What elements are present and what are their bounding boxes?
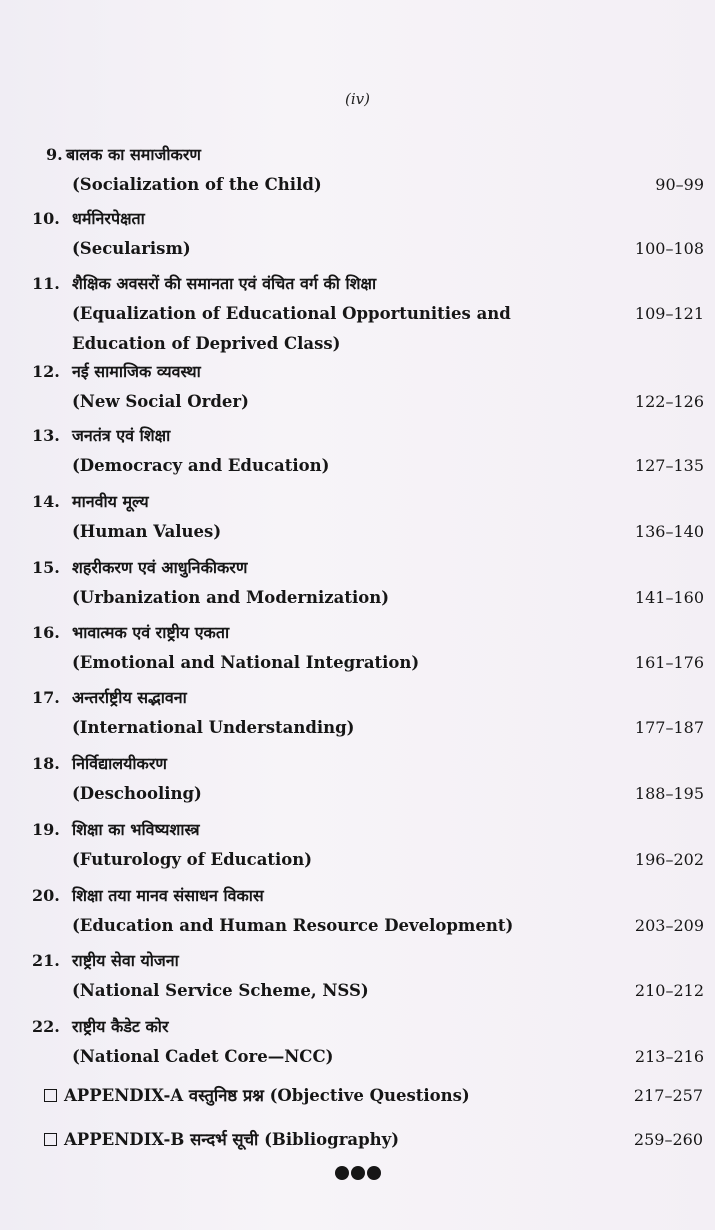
chapter-english-title: (Urbanization and Modernization) [72,588,390,607]
chapter-english-title: (New Social Order) [72,392,249,411]
chapter-number: 9. [46,145,63,164]
toc-entry [32,204,712,264]
chapter-hindi-title: मानवीय मूल्य [72,492,149,511]
toc-entry [32,140,712,200]
appendix-english-title: (Objective Questions) [269,1086,470,1105]
chapter-english-title-line [32,234,712,264]
chapter-hindi-title-line [32,618,712,648]
chapter-english-title: (Deschooling) [72,784,202,803]
chapter-english-title-line [32,583,712,613]
toc-entry [32,618,712,678]
chapter-english-title-line [32,451,712,481]
chapter-hindi-title-line [32,204,712,234]
appendix-entry [44,1081,709,1111]
appendix-hindi-title: वस्तुनिष्ठ प्रश्न [188,1086,264,1105]
chapter-number: 17. [32,688,60,707]
toc-entry [32,1012,712,1072]
chapter-hindi-title: नई सामाजिक व्यवस्था [72,362,201,381]
chapter-english-title: (Emotional and National Integration) [72,653,420,672]
chapter-english-title: (Education and Human Resource Development) [72,916,514,935]
chapter-hindi-title: शहरीकरण एवं आधुनिकीकरण [72,558,248,577]
chapter-hindi-title-line [32,140,712,170]
end-ornament [0,1165,715,1184]
chapter-english-title: (National Cadet Core—NCC) [72,1047,334,1066]
chapter-hindi-title-line [32,487,712,517]
chapter-english-title-line [32,299,712,329]
ornament-dot [367,1166,381,1180]
chapter-hindi-title-line [32,815,712,845]
toc-entry [32,421,712,481]
toc-entry [32,269,712,359]
chapter-hindi-title: शैक्षिक अवसरों की समानता एवं वंचित वर्ग की शिक्षा [72,274,377,293]
page-range: 136–140 [634,522,704,541]
chapter-english-title-line [32,387,712,417]
chapter-number: 22. [32,1017,60,1036]
chapter-english-title: (Democracy and Education) [72,456,330,475]
checkbox-bullet-icon [44,1089,57,1102]
chapter-english-title: (National Service Scheme, NSS) [72,981,369,1000]
chapter-hindi-title-line [32,1012,712,1042]
chapter-hindi-title-line [32,269,712,299]
chapter-hindi-title-line [32,683,712,713]
chapter-english-title-line [32,845,712,875]
page-range: 100–108 [634,239,704,258]
appendix-label: APPENDIX-A [64,1086,184,1105]
chapter-english-title-line [32,648,712,678]
page-range: 203–209 [634,916,704,935]
appendix-hindi-title: सन्दर्भ सूची [190,1130,259,1149]
chapter-english-title-line [32,170,712,200]
chapter-hindi-title-line [32,421,712,451]
chapter-hindi-title: जनतंत्र एवं शिक्षा [72,426,171,445]
chapter-hindi-title: शिक्षा तया मानव संसाधन विकास [72,886,264,905]
toc-entry [32,553,712,613]
chapter-hindi-title-line [32,881,712,911]
chapter-english-title-line [32,329,712,359]
page-range: 141–160 [634,588,704,607]
page-range: 161–176 [634,653,704,672]
ornament-dot [335,1166,349,1180]
chapter-english-title: Education of Deprived Class) [72,334,341,353]
chapter-hindi-title: अन्तर्राष्ट्रीय सद्भावना [72,688,187,707]
toc-entry [32,357,712,417]
page-range: 90–99 [655,175,704,194]
chapter-number: 10. [32,209,60,228]
chapter-english-title-line [32,1042,712,1072]
chapter-number: 20. [32,886,60,905]
chapter-number: 15. [32,558,60,577]
toc-entry [32,946,712,1006]
chapter-hindi-title: धर्मनिरपेक्षता [72,209,145,228]
toc-entry [32,815,712,875]
appendix-english-title: (Bibliography) [264,1130,400,1149]
chapter-hindi-title-line [32,553,712,583]
page-range: 188–195 [634,784,704,803]
chapter-english-title: (Secularism) [72,239,191,258]
chapter-english-title-line [32,911,712,941]
chapter-hindi-title-line [32,357,712,387]
ornament-dot [351,1166,365,1180]
page-range: 127–135 [634,456,704,475]
chapter-number: 18. [32,754,60,773]
chapter-hindi-title: राष्ट्रीय कैडेट कोर [72,1017,169,1036]
chapter-number: 12. [32,362,60,381]
chapter-hindi-title-line [32,749,712,779]
chapter-english-title-line [32,517,712,547]
checkbox-bullet-icon [44,1133,57,1146]
chapter-hindi-title: भावात्मक एवं राष्ट्रीय एकता [72,623,230,642]
chapter-number: 16. [32,623,60,642]
chapter-hindi-title-line [32,946,712,976]
chapter-hindi-title: निर्विद्यालयीकरण [72,754,167,773]
chapter-hindi-title: राष्ट्रीय सेवा योजना [72,951,179,970]
chapter-hindi-title: बालक का समाजीकरण [66,145,201,164]
page-range: 122–126 [634,392,704,411]
appendix-label: APPENDIX-B [64,1130,185,1149]
page-number: (iv) [345,90,370,108]
chapter-english-title: (International Understanding) [72,718,355,737]
page-range: 210–212 [634,981,704,1000]
chapter-english-title: (Equalization of Educational Opportunities and [72,304,511,323]
chapter-english-title-line [32,779,712,809]
chapter-number: 13. [32,426,60,445]
page-range: 213–216 [634,1047,704,1066]
chapter-english-title-line [32,713,712,743]
chapter-hindi-title: शिक्षा का भविष्यशास्त्र [72,820,200,839]
chapter-number: 19. [32,820,60,839]
page-range: 177–187 [634,718,704,737]
appendix-entry [44,1125,709,1155]
chapter-english-title: (Socialization of the Child) [72,175,322,194]
toc-entry [32,683,712,743]
page-range: 217–257 [633,1086,703,1105]
chapter-number: 14. [32,492,60,511]
page-range: 259–260 [633,1130,703,1149]
toc-entry [32,749,712,809]
chapter-english-title: (Human Values) [72,522,222,541]
chapter-english-title-line [32,976,712,1006]
toc-entry [32,881,712,941]
chapter-number: 11. [32,274,60,293]
toc-entry [32,487,712,547]
chapter-number: 21. [32,951,60,970]
page-range: 109–121 [634,304,704,323]
page-range: 196–202 [634,850,704,869]
chapter-english-title: (Futurology of Education) [72,850,313,869]
